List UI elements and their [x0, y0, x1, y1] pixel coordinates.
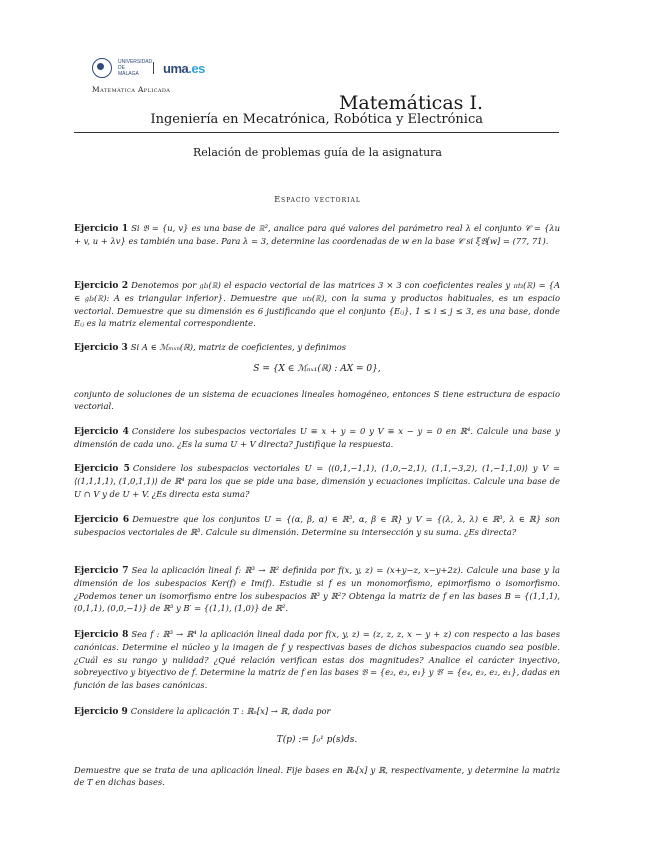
- exercise-text: Considere la aplicación T : ℝₙ[x] → ℝ, dada por: [130, 706, 331, 716]
- course-title: Matemáticas I.: [338, 92, 483, 114]
- exercise-text: Sea f : ℝ³ → ℝ⁴ la aplicación lineal dada por f(x, y, z) = (z, z, z, x − y + z) con respecto a las bases canónicas. Determine el núcleo y la imagen de f y respectivas bases de dichos subespacios cuando sea posible. ¿Cuál es su rango y nulidad? ¿Qué relación verifican estas dos magnitudes? Analice el carácter inyectivo, sobreyectivo y biyectivo de f. Determine la matriz de f en las bases 𝔅 = {e₂, e₃, e₁} y 𝔅′ = {e₄, e₃, e₂, e₁}, dadas en función de las bases canónicas.: [74, 629, 560, 690]
- exercise-label: Ejercicio 8: [74, 630, 129, 640]
- course-subtitle: Ingeniería en Mecatrónica, Robótica y Electrónica: [150, 112, 483, 127]
- uma-es-ext: .es: [188, 60, 205, 76]
- university-seal-icon: [92, 58, 112, 78]
- exercise-9-display-equation: T(p) := ∫₀¹ p(s)ds.: [276, 735, 358, 745]
- exercise-label: Ejercicio 7: [74, 566, 129, 576]
- exercise-text: Demuestre que los conjuntos U = {(α, β, α) ∈ ℝ³, α, β ∈ ℝ} y V = {(λ, λ, λ) ∈ ℝ³, λ ∈ ℝ} son subespacios vectoriales de ℝ³. Calcule su dimensión. Determine su intersección y su suma. ¿Es directa?: [74, 514, 561, 538]
- exercise-label: Ejercicio 4: [74, 427, 129, 437]
- exercise-6: [74, 513, 560, 539]
- exercise-5: [74, 462, 560, 500]
- exercise-text: Sea la aplicación lineal f: ℝ³ → ℝ² definida por f(x, y, z) = (x+y−z, x−y+2z). Calcule una base y la dimensión de los subespacios Ker(f) e Im(f). Estudie si f es un monomorfismo, epimorfismo o isomorfismo. ¿Podemos tener un isomorfismo entre los subespacios ℝ³ y ℝ²? Obtenga la matriz de f en las bases B = {(1,1,1), (0,1,1), (0,0,−1)} de ℝ³ y B′ = {(1,1), (1,0)} de ℝ².: [74, 565, 560, 614]
- department-label: Matemática Aplicada: [92, 85, 171, 94]
- exercise-label: Ejercicio 3: [74, 343, 128, 353]
- document-heading: Relación de problemas guía de la asignatura: [193, 146, 442, 159]
- exercise-2: [74, 279, 560, 330]
- exercise-1: [74, 222, 560, 248]
- exercise-3-display-equation: S = {X ∈ ℳₙₓ₁(ℝ) : AX = 0},: [253, 364, 381, 374]
- exercise-3-continuation: conjunto de soluciones de un sistema de ecuaciones lineales homogéneo, entonces S tiene estructura de espacio vectorial.: [74, 389, 560, 412]
- exercise-label: Ejercicio 1: [74, 224, 129, 234]
- header-logos: [92, 58, 205, 78]
- exercise-9: [74, 705, 560, 718]
- exercise-3: [74, 341, 560, 354]
- header-rule: [74, 132, 559, 133]
- logo-divider: [153, 62, 154, 74]
- exercise-4: [74, 425, 560, 451]
- exercise-7: [74, 564, 560, 615]
- exercise-9-continuation: Demuestre que se trata de una aplicación lineal. Fije bases en ℝₙ[x] y ℝ, respectivamente, y determine la matriz de T en dichas bases.: [74, 765, 560, 788]
- uma-es-logo: [163, 61, 205, 76]
- exercise-8: [74, 628, 560, 691]
- exercise-label: Ejercicio 9: [74, 707, 128, 717]
- exercise-text: Considere los subespacios vectoriales U = ⟨(0,1,−1,1), (1,0,−2,1), (1,1,−3,2), (1,−1,1,0)⟩ y V = ⟨(1,1,1,1), (1,0,1,1)⟩ de ℝ⁴ para los que se pide una base, dimensión y ecuaciones implícitas. Calcule una base de U ∩ V y de U + V. ¿Es directa esta suma?: [74, 463, 560, 499]
- exercise-label: Ejercicio 6: [74, 515, 130, 525]
- exercise-text: Considere los subespacios vectoriales U ≡ x + y = 0 y V ≡ x − y = 0 en ℝ⁴. Calcule una base y dimensión de cada uno. ¿Es la suma U + V directa? Justifique la respuesta.: [74, 426, 561, 450]
- university-name: UNIVERSIDAD DE MÁLAGA: [118, 59, 153, 77]
- uma-es-main: uma: [163, 60, 189, 76]
- exercise-label: Ejercicio 5: [74, 464, 130, 474]
- exercise-text: Si 𝔅 = {u, v} es una base de ℝ², analice para qué valores del parámetro real λ el conjunto 𝒞 = {λu + v, u + λv} es también una base. Para λ = 3, determine las coordenadas de w en la base 𝒞 si ξ𝔅[w] = (77, 71).: [74, 223, 560, 247]
- exercise-label: Ejercicio 2: [74, 281, 129, 291]
- section-heading: Espacio vectorial: [274, 195, 361, 204]
- exercise-text: Si A ∈ ℳₘₓₙ(ℝ), matriz de coeficientes, y definimos: [130, 342, 347, 352]
- exercise-text: Denotemos por 𝔤𝔩₃(ℝ) el espacio vectorial de las matrices 3 × 3 con coeficientes reales y 𝔲𝔱₃(ℝ) = {A ∈ 𝔤𝔩₃(ℝ): A es triangular inferior}. Demuestre que 𝔲𝔱₃(ℝ), con la suma y productos habituales, es un espacio vectorial. Demuestre que su dimensión es 6 justificando que el conjunto {Eᵢⱼ}, 1 ≤ i ≤ j ≤ 3, es una base, donde Eᵢⱼ es la matriz elemental correspondiente.: [74, 280, 560, 329]
